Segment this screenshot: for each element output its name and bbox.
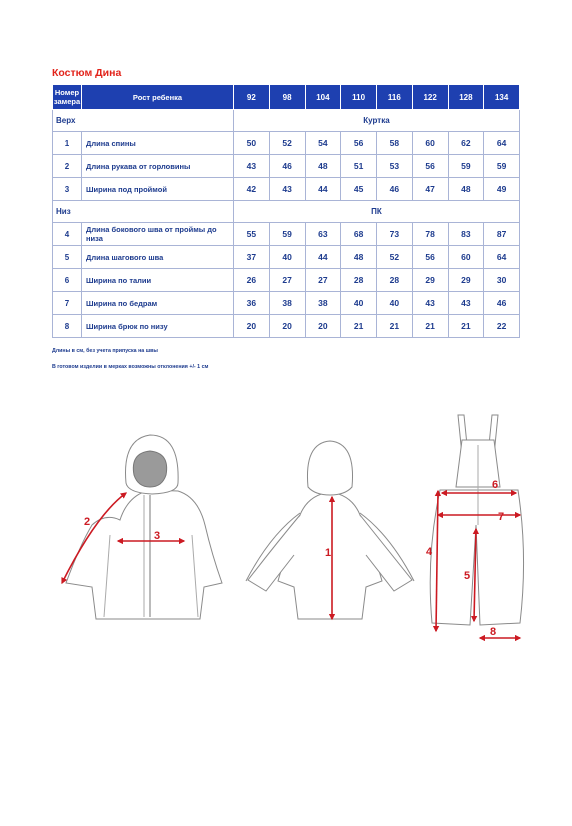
header-measure-no: Номер замера bbox=[53, 85, 82, 110]
table-row bbox=[53, 292, 520, 315]
row-number: 2 bbox=[53, 155, 82, 178]
header-size: 122 bbox=[412, 85, 448, 110]
row-value: 55 bbox=[234, 223, 270, 246]
size-table bbox=[52, 84, 520, 338]
header-size: 110 bbox=[341, 85, 377, 110]
note-units: Длины в см, без учета припуска на швы bbox=[52, 348, 158, 354]
row-value: 21 bbox=[412, 315, 448, 338]
row-name: Длина шагового шва bbox=[82, 246, 234, 269]
table-row bbox=[53, 246, 520, 269]
row-value: 46 bbox=[377, 178, 413, 201]
row-value: 51 bbox=[341, 155, 377, 178]
table-row bbox=[53, 132, 520, 155]
row-value: 20 bbox=[269, 315, 305, 338]
row-value: 73 bbox=[377, 223, 413, 246]
row-value: 52 bbox=[377, 246, 413, 269]
row-value: 50 bbox=[234, 132, 270, 155]
row-number: 5 bbox=[53, 246, 82, 269]
row-name: Ширина по талии bbox=[82, 269, 234, 292]
row-name: Ширина брюк по низу bbox=[82, 315, 234, 338]
label-1: 1 bbox=[325, 547, 332, 559]
hood-fur-icon bbox=[133, 451, 166, 487]
label-4: 4 bbox=[426, 546, 433, 558]
table-row bbox=[53, 155, 520, 178]
row-value: 20 bbox=[234, 315, 270, 338]
row-value: 22 bbox=[484, 315, 520, 338]
row-value: 40 bbox=[377, 292, 413, 315]
row-value: 48 bbox=[305, 155, 341, 178]
section-name: Верх bbox=[53, 110, 234, 132]
row-value: 83 bbox=[448, 223, 484, 246]
row-value: 54 bbox=[305, 132, 341, 155]
row-number: 8 bbox=[53, 315, 82, 338]
row-value: 20 bbox=[305, 315, 341, 338]
row-value: 68 bbox=[341, 223, 377, 246]
row-value: 30 bbox=[484, 269, 520, 292]
row-value: 64 bbox=[484, 246, 520, 269]
table-body bbox=[53, 110, 520, 338]
jacket-back-drawing bbox=[246, 441, 414, 619]
row-value: 87 bbox=[484, 223, 520, 246]
label-5: 5 bbox=[464, 570, 471, 582]
row-value: 47 bbox=[412, 178, 448, 201]
table-row bbox=[53, 315, 520, 338]
table-header-row bbox=[53, 85, 520, 110]
row-value: 40 bbox=[341, 292, 377, 315]
label-8: 8 bbox=[490, 626, 497, 638]
section-row bbox=[53, 110, 520, 132]
table-row bbox=[53, 269, 520, 292]
row-value: 62 bbox=[448, 132, 484, 155]
row-value: 29 bbox=[448, 269, 484, 292]
header-size: 116 bbox=[377, 85, 413, 110]
row-value: 38 bbox=[269, 292, 305, 315]
header-height: Рост ребенка bbox=[82, 85, 234, 110]
row-value: 46 bbox=[484, 292, 520, 315]
row-value: 56 bbox=[412, 246, 448, 269]
note-tolerance: В готовом изделии в мерках возможны отклонения +/- 1 см bbox=[52, 364, 209, 370]
row-value: 44 bbox=[305, 246, 341, 269]
row-value: 40 bbox=[269, 246, 305, 269]
row-number: 6 bbox=[53, 269, 82, 292]
row-value: 56 bbox=[341, 132, 377, 155]
hood-back-outline bbox=[307, 441, 352, 495]
row-value: 49 bbox=[484, 178, 520, 201]
row-value: 21 bbox=[341, 315, 377, 338]
row-value: 27 bbox=[305, 269, 341, 292]
row-value: 59 bbox=[484, 155, 520, 178]
row-value: 59 bbox=[269, 223, 305, 246]
header-size: 98 bbox=[269, 85, 305, 110]
row-value: 21 bbox=[448, 315, 484, 338]
label-7: 7 bbox=[498, 511, 505, 523]
section-name: Низ bbox=[53, 201, 234, 223]
row-value: 60 bbox=[412, 132, 448, 155]
row-value: 60 bbox=[448, 246, 484, 269]
row-number: 1 bbox=[53, 132, 82, 155]
header-size: 128 bbox=[448, 85, 484, 110]
row-value: 29 bbox=[412, 269, 448, 292]
row-value: 42 bbox=[234, 178, 270, 201]
row-value: 44 bbox=[305, 178, 341, 201]
row-number: 7 bbox=[53, 292, 82, 315]
row-value: 38 bbox=[305, 292, 341, 315]
row-value: 28 bbox=[341, 269, 377, 292]
row-value: 48 bbox=[448, 178, 484, 201]
row-value: 56 bbox=[412, 155, 448, 178]
section-product: ПК bbox=[234, 201, 520, 223]
row-name: Ширина под проймой bbox=[82, 178, 234, 201]
header-size: 134 bbox=[484, 85, 520, 110]
label-2: 2 bbox=[84, 516, 91, 528]
row-value: 43 bbox=[234, 155, 270, 178]
header-size: 104 bbox=[305, 85, 341, 110]
row-value: 43 bbox=[269, 178, 305, 201]
table-row bbox=[53, 178, 520, 201]
overalls-drawing bbox=[430, 415, 523, 625]
row-value: 58 bbox=[377, 132, 413, 155]
page-title: Костюм Дина bbox=[52, 67, 122, 79]
row-value: 46 bbox=[269, 155, 305, 178]
table-row bbox=[53, 223, 520, 246]
row-value: 43 bbox=[448, 292, 484, 315]
row-value: 26 bbox=[234, 269, 270, 292]
row-value: 28 bbox=[377, 269, 413, 292]
row-value: 36 bbox=[234, 292, 270, 315]
row-value: 78 bbox=[412, 223, 448, 246]
garment-diagram bbox=[0, 395, 572, 655]
row-name: Длина спины bbox=[82, 132, 234, 155]
section-product: Куртка bbox=[234, 110, 520, 132]
label-6: 6 bbox=[492, 479, 499, 491]
row-number: 3 bbox=[53, 178, 82, 201]
row-value: 21 bbox=[377, 315, 413, 338]
row-value: 59 bbox=[448, 155, 484, 178]
row-value: 27 bbox=[269, 269, 305, 292]
row-value: 63 bbox=[305, 223, 341, 246]
row-value: 64 bbox=[484, 132, 520, 155]
section-row bbox=[53, 201, 520, 223]
row-value: 53 bbox=[377, 155, 413, 178]
row-value: 43 bbox=[412, 292, 448, 315]
label-3: 3 bbox=[154, 530, 161, 542]
row-name: Длина бокового шва от проймы до низа bbox=[82, 223, 234, 246]
row-number: 4 bbox=[53, 223, 82, 246]
row-value: 52 bbox=[269, 132, 305, 155]
row-value: 48 bbox=[341, 246, 377, 269]
row-value: 45 bbox=[341, 178, 377, 201]
header-size: 92 bbox=[234, 85, 270, 110]
row-value: 37 bbox=[234, 246, 270, 269]
overalls-pants bbox=[430, 490, 523, 625]
row-name: Длина рукава от горловины bbox=[82, 155, 234, 178]
row-name: Ширина по бедрам bbox=[82, 292, 234, 315]
